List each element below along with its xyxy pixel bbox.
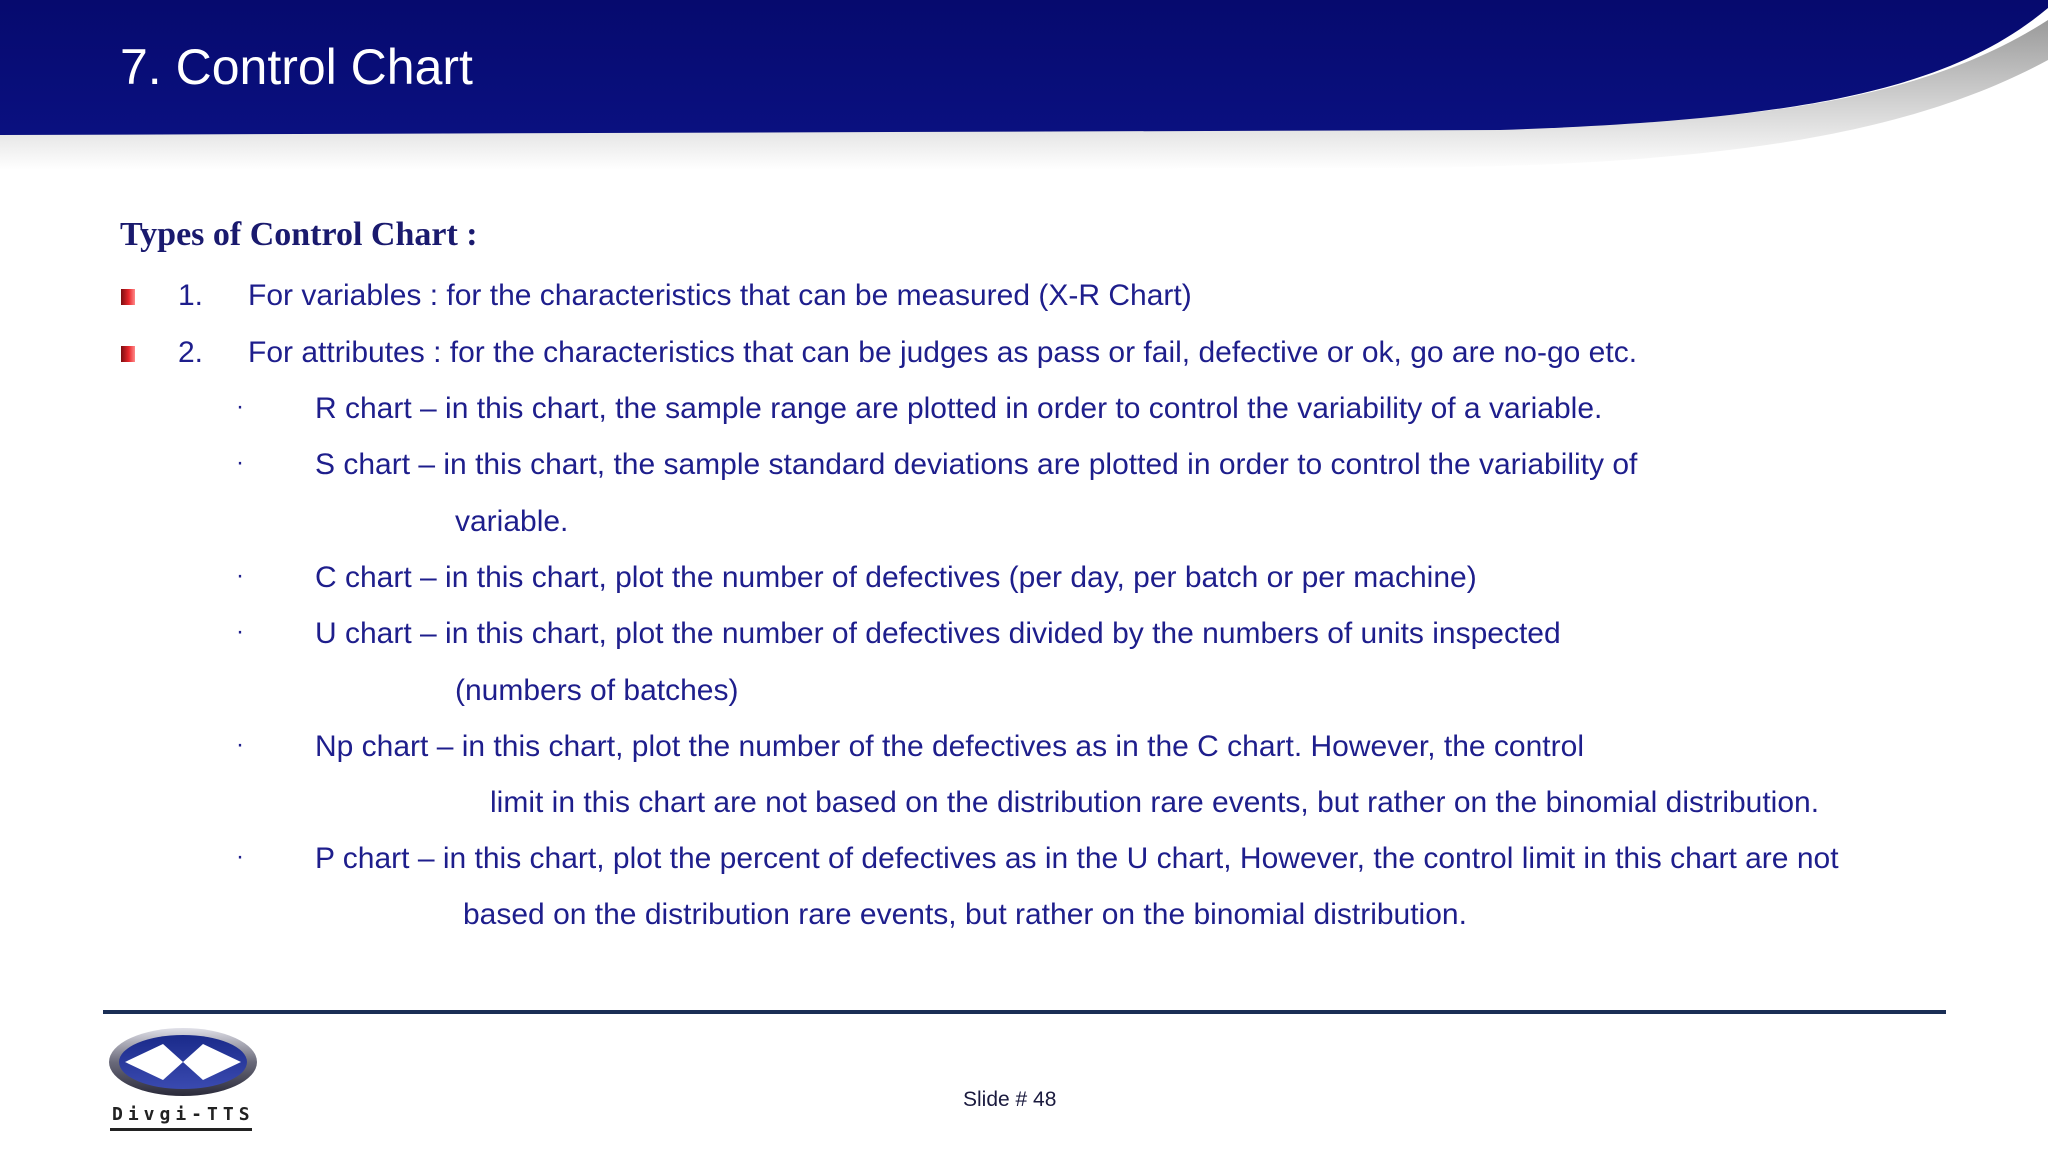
slide-number: Slide # 48 <box>963 1088 1057 1111</box>
sub-item-text: U chart – in this chart, plot the number of defectives divided by the numbers of units inspected <box>315 617 1561 650</box>
numbered-item-number: 1. <box>178 279 204 312</box>
dot-bullet: · <box>236 618 244 645</box>
numbered-item-text: For variables : for the characteristics that can be measured (X-R Chart) <box>248 279 1192 312</box>
sub-item-continuation: limit in this chart are not based on the distribution rare events, but rather on the binomial distribution. <box>490 786 1820 819</box>
dot-bullet: · <box>236 731 244 758</box>
square-bullet-icon <box>121 289 135 305</box>
logo-wordmark: Divgi-TTS <box>112 1104 255 1125</box>
slide-header <box>0 0 2048 180</box>
dot-bullet: · <box>236 449 244 476</box>
section-heading: Types of Control Chart : <box>120 216 478 253</box>
square-bullet-icon <box>121 346 135 362</box>
sub-item-text: Np chart – in this chart, plot the number of the defectives as in the C chart. However, the control <box>315 730 1584 763</box>
sub-item-continuation: (numbers of batches) <box>455 674 739 707</box>
footer-divider <box>103 1010 1946 1014</box>
dot-bullet: · <box>236 562 244 589</box>
sub-item-text: P chart – in this chart, plot the percent of defectives as in the U chart, However, the control limit in this chart are not <box>315 842 1839 875</box>
dot-bullet: · <box>236 393 244 420</box>
sub-item-continuation: variable. <box>455 505 569 538</box>
sub-item-text: R chart – in this chart, the sample range are plotted in order to control the variability of a variable. <box>315 392 1603 425</box>
sub-item-text: C chart – in this chart, plot the number of defectives (per day, per batch or per machine) <box>315 561 1477 594</box>
sub-item-continuation: based on the distribution rare events, but rather on the binomial distribution. <box>463 898 1467 931</box>
numbered-item-number: 2. <box>178 336 204 369</box>
dot-bullet: · <box>236 843 244 870</box>
sub-item-text: S chart – in this chart, the sample standard deviations are plotted in order to control the variability of <box>315 448 1638 481</box>
logo-underline <box>110 1128 252 1131</box>
numbered-item-text: For attributes : for the characteristics that can be judges as pass or fail, defective or ok, go are no-go etc. <box>248 336 1638 369</box>
slide-title: 7. Control Chart <box>120 39 473 95</box>
